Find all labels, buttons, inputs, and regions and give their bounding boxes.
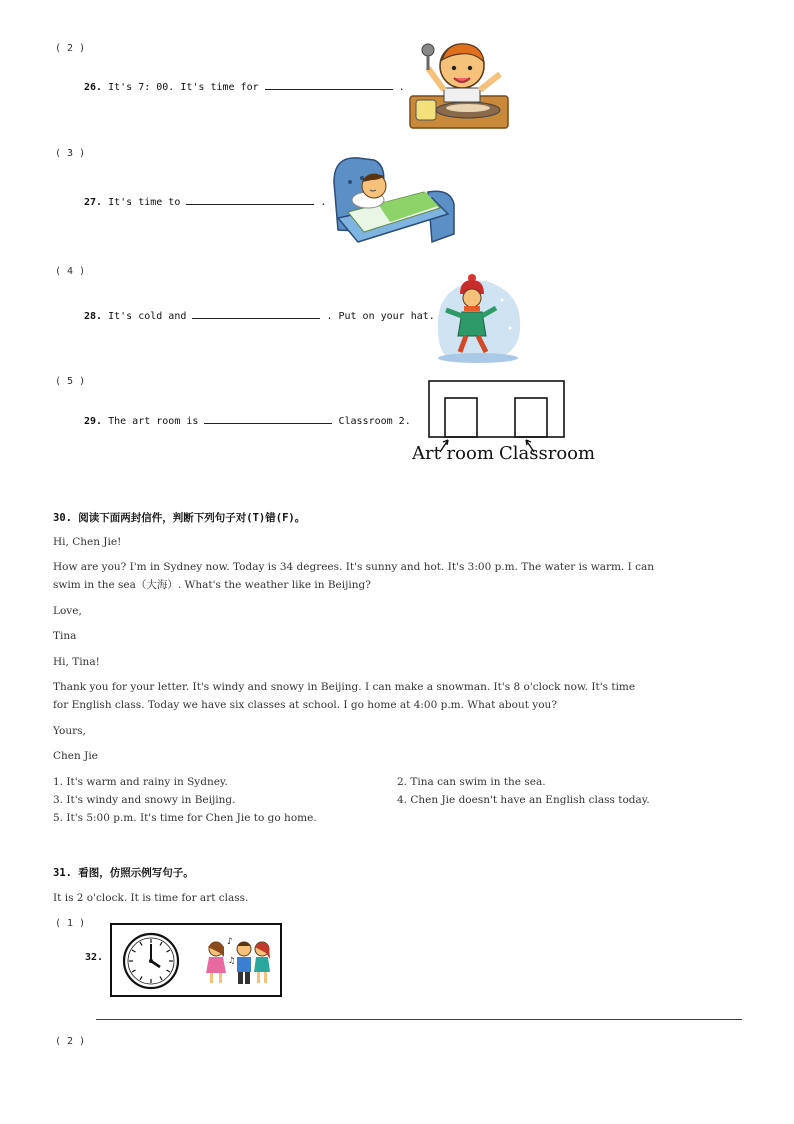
question-text-end: . Put on your hat. xyxy=(326,311,435,322)
question-29 xyxy=(84,414,411,427)
letter1-closing: Love, xyxy=(53,605,82,617)
question-text: It's 7: 00. It's time for xyxy=(108,82,259,93)
question-text-end: . xyxy=(320,197,327,208)
answer-blank[interactable] xyxy=(186,195,314,205)
part-label: ( 3 ) xyxy=(55,148,86,159)
letter2-greeting: Hi, Tina! xyxy=(53,656,100,668)
svg-text:♫: ♫ xyxy=(228,956,236,965)
question-text-end: Classroom 2. xyxy=(338,416,411,427)
letter1-signature: Tina xyxy=(53,630,77,642)
part-label: ( 2 ) xyxy=(55,1036,86,1047)
question-number: 28. xyxy=(84,311,103,322)
boy-sleeping-in-bed-illustration xyxy=(328,152,460,252)
letter2-closing: Yours, xyxy=(53,725,86,737)
part-label: ( 2 ) xyxy=(55,43,86,54)
question-30-heading: 30. 阅读下面两封信件，判断下列句子对(T)错(F)。 xyxy=(53,512,306,524)
letter2-body-line2: for English class. Today we have six classes at school. I go home at 4:00 p.m. What about you? xyxy=(53,699,557,711)
statement-1: 1. It's warm and rainy in Sydney. xyxy=(53,776,228,788)
example-sentence: It is 2 o'clock. It is time for art class. xyxy=(53,892,249,904)
answer-blank[interactable] xyxy=(204,414,332,424)
question-text: It's time to xyxy=(108,197,181,208)
answer-blank[interactable] xyxy=(192,309,320,319)
question-number: 29. xyxy=(84,416,103,427)
picture-frame xyxy=(110,923,282,997)
part-label: ( 4 ) xyxy=(55,266,86,277)
statement-4: 4. Chen Jie doesn't have an English class today. xyxy=(397,794,650,806)
question-text: It's cold and xyxy=(108,311,187,322)
letter2-signature: Chen Jie xyxy=(53,750,98,762)
question-number: 26. xyxy=(84,82,103,93)
clock-icon xyxy=(122,932,180,990)
question-31-heading: 31. 看图，仿照示例写句子。 xyxy=(53,867,194,879)
girl-in-snow-illustration xyxy=(432,270,524,364)
letter1-body-line2: swim in the sea（大海）. What's the weather like in Beijing? xyxy=(53,579,371,591)
children-singing-illustration xyxy=(200,935,276,987)
diagram-label-art-room: Art room xyxy=(412,443,494,464)
part-label: ( 1 ) xyxy=(55,918,86,929)
letter2-body-line1: Thank you for your letter. It's windy and snowy in Beijing. I can make a snowman. It's 8 o'clock now. It's time xyxy=(53,681,636,693)
part-label: ( 5 ) xyxy=(55,376,86,387)
statement-2: 2. Tina can swim in the sea. xyxy=(397,776,546,788)
question-number: 32. xyxy=(85,952,104,963)
svg-text:♪: ♪ xyxy=(227,937,233,947)
boy-eating-breakfast-illustration xyxy=(408,38,512,132)
question-text-end: . xyxy=(398,82,405,93)
question-27 xyxy=(84,195,326,208)
answer-blank[interactable] xyxy=(265,80,393,90)
answer-line[interactable] xyxy=(96,1019,742,1020)
question-number: 27. xyxy=(84,197,103,208)
statement-5: 5. It's 5:00 p.m. It's time for Chen Jie to go home. xyxy=(53,812,317,824)
letter1-greeting: Hi, Chen Jie! xyxy=(53,536,122,548)
question-28 xyxy=(84,309,435,322)
statement-3: 3. It's windy and snowy in Beijing. xyxy=(53,794,236,806)
question-26 xyxy=(84,80,405,93)
letter1-body-line1: How are you? I'm in Sydney now. Today is 34 degrees. It's sunny and hot. It's 3:00 p.m. The water is warm. I can xyxy=(53,561,655,573)
diagram-label-classroom: Classroom xyxy=(499,443,596,464)
question-text: The art room is xyxy=(108,416,199,427)
